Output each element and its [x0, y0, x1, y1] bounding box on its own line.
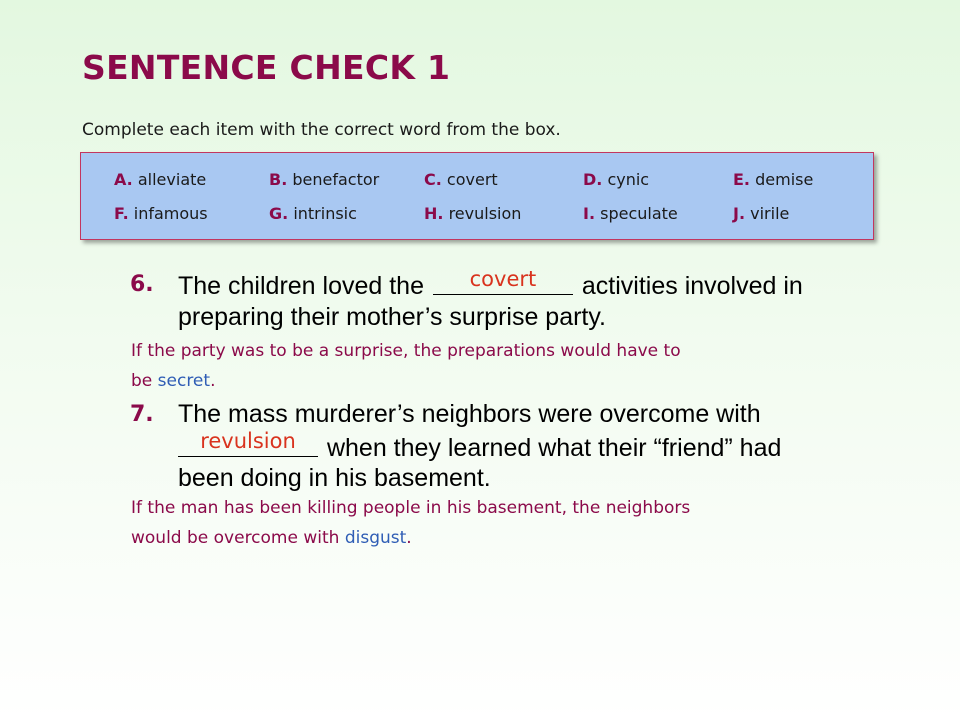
option-letter: E.	[733, 170, 751, 189]
hint-keyword: secret	[157, 371, 211, 391]
hint-line: If the man has been killing people in his basement, the neighbors	[131, 498, 691, 518]
word-option-b	[269, 170, 379, 189]
answer-blank	[433, 267, 573, 294]
item-6-line-1	[178, 267, 803, 301]
option-letter: D.	[583, 170, 603, 189]
hint-line	[131, 523, 690, 553]
word-option-g	[269, 204, 357, 223]
option-letter: I.	[583, 204, 596, 223]
option-word: alleviate	[137, 170, 207, 189]
hint-line: If the party was to be a surprise, the preparations would have to	[131, 341, 681, 361]
hint-text: .	[210, 371, 216, 391]
hint-text: would be overcome with	[131, 528, 345, 548]
blank-underline	[178, 456, 318, 457]
instruction-text: Complete each item with the correct word from the box.	[82, 120, 561, 140]
word-option-d	[583, 170, 649, 189]
option-word: demise	[755, 170, 814, 189]
option-letter: C.	[424, 170, 442, 189]
item-6-hint	[131, 336, 681, 396]
word-option-h	[424, 204, 521, 223]
option-letter: G.	[269, 204, 289, 223]
option-word: infamous	[133, 204, 208, 223]
option-word: cynic	[607, 170, 650, 189]
word-option-c	[424, 170, 498, 189]
item-number: 7.	[130, 402, 154, 427]
option-letter: F.	[114, 204, 129, 223]
page-title: SENTENCE CHECK 1	[82, 48, 451, 87]
item-7-line-3: been doing in his basement.	[178, 464, 491, 492]
option-word: virile	[750, 204, 790, 223]
hint-keyword: disgust	[344, 528, 407, 548]
hint-line	[131, 366, 681, 396]
option-word: covert	[446, 170, 498, 189]
word-option-f	[114, 204, 208, 223]
option-letter: H.	[424, 204, 444, 223]
sentence-text: The children loved the	[178, 272, 424, 300]
item-6-line-2: preparing their mother’s surprise party.	[178, 303, 606, 331]
item-7-line-1: The mass murderer’s neighbors were overcome with	[178, 400, 761, 428]
option-word: benefactor	[292, 170, 380, 189]
option-word: speculate	[600, 204, 678, 223]
option-letter: B.	[269, 170, 288, 189]
option-letter: A.	[114, 170, 133, 189]
answer-word: revulsion	[200, 429, 296, 453]
sentence-text: when they learned what their “friend” had	[326, 434, 782, 462]
option-word: intrinsic	[293, 204, 357, 223]
answer-word: covert	[469, 267, 537, 291]
option-letter: J.	[733, 204, 746, 223]
item-number: 6.	[130, 272, 154, 297]
sentence-text: activities involved in	[581, 272, 803, 300]
word-option-j	[733, 204, 789, 223]
item-7-line-2	[178, 429, 782, 463]
option-word: revulsion	[448, 204, 522, 223]
answer-blank	[178, 429, 318, 456]
item-7-hint	[131, 493, 690, 553]
hint-text: .	[406, 528, 412, 548]
word-option-a	[114, 170, 206, 189]
blank-underline	[433, 294, 573, 295]
word-option-e	[733, 170, 813, 189]
word-option-i	[583, 204, 678, 223]
hint-text: be	[131, 371, 158, 391]
word-box	[80, 152, 874, 240]
